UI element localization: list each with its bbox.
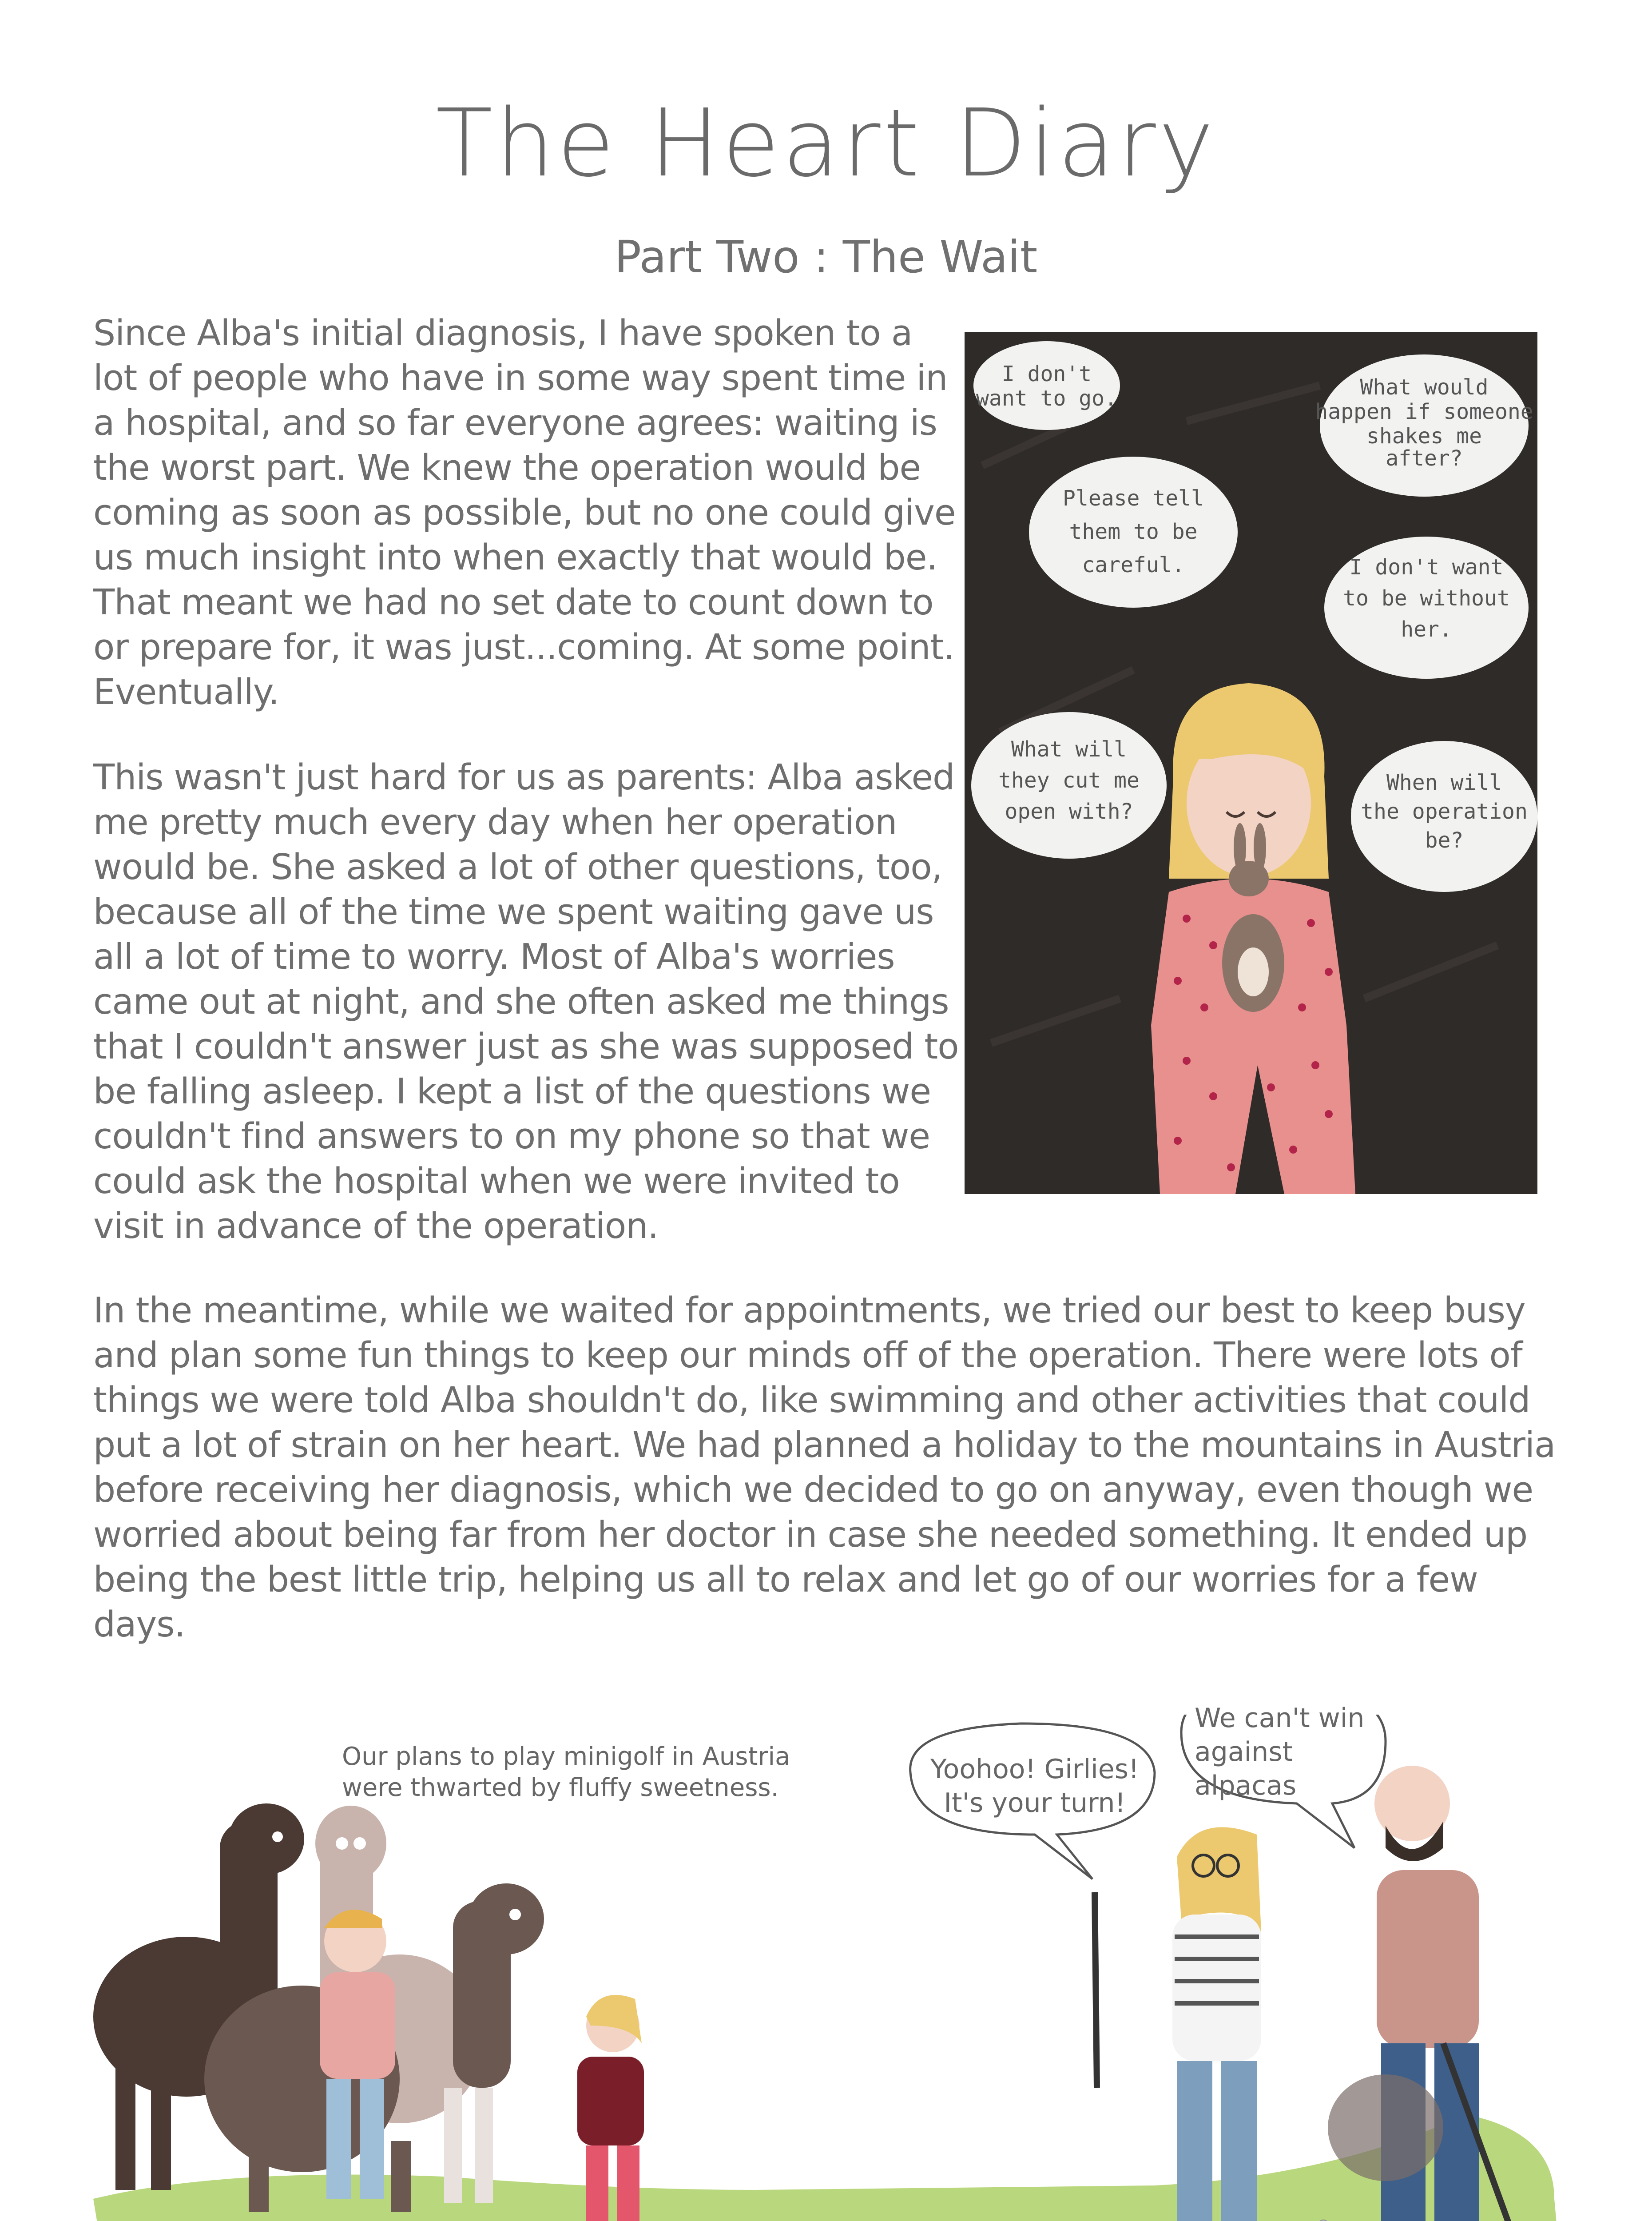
mom-speech-line-2: It's your turn! [944,1787,1126,1819]
worry-bubble-5-line-2: they cut me [998,768,1140,793]
worry-bubble-2-line-2: happen if someone [1315,399,1533,424]
worry-bubble-4 [1324,537,1529,679]
worry-bubble-3-line-1: Please tell [1063,486,1204,511]
night-worries-illustration [965,332,1537,1194]
worry-bubble-3 [1029,457,1238,608]
page-title: The Heart Diary [436,89,1216,198]
dad-speech-line-3: alpacas [1195,1770,1297,1801]
mom-speech-text [924,1752,1146,1820]
worry-bubble-2-line-1: What would [1360,375,1489,400]
illustration-caption [342,1741,830,1803]
worry-bubble-2-line-4: after? [1386,446,1463,471]
caption-line-1: Our plans to play minigolf in Austria [342,1742,790,1771]
worry-bubble-6-line-1: When will [1386,770,1502,795]
worry-bubble-1-line-1: I don't [1001,362,1092,386]
mom [1095,1827,1261,2221]
dad-speech-line-1: We can't win [1195,1703,1365,1734]
worry-bubble-2-line-3: shakes me [1366,424,1482,449]
worry-bubble-1-line-2: want to go. [976,386,1117,411]
paragraph-1: Since Alba's initial diagnosis, I have spoken to a lot of people who have in some way spent time in a hospital, and so far everyone agrees: waiting is the worst part. We knew the operation would be coming as soon as possible, but no one could give us much insight into when exactly that would be. That meant we had no set date to count down to or prepare for, it was just...coming. At some point. Eventually. [93,313,956,712]
mom-speech-line-1: Yoohoo! Girlies! [930,1754,1140,1785]
worry-bubble-6-line-2: the operation [1361,799,1528,824]
caption-line-2: were thwarted by fluffy sweetness. [342,1773,779,1802]
worry-bubble-5-line-1: What will [1011,737,1127,762]
paragraph-3: In the meantime, while we waited for appointments, we tried our best to keep busy and plan some fun things to keep our minds off of the operation. There were lots of things we were told Alba shouldn't do, like swimming and other activities that could put a lot of strain on her heart. We had planned a holiday to the mountains in Austria before receiving her diagnosis, which we decided to go on anyway, even though we worried about being far from her doctor in case she needed something. It ended up being the best little trip, helping us all to relax and let go of our worries for a few days. [93,1290,1556,1645]
worry-bubble-4-line-1: I don't want [1349,555,1504,580]
dad-speech-text [1195,1701,1377,1803]
worry-bubble-5 [971,712,1167,859]
golf-club [1095,1892,1097,2088]
worry-bubble-6-line-3: be? [1425,828,1464,853]
worry-bubble-6 [1351,741,1537,892]
page-subtitle: Part Two : The Wait [614,231,1038,283]
paragraph-2: This wasn't just hard for us as parents: Alba asked me pretty much every day when her operation would be. She asked a lot of other questions, too, because all of the time we spent waiting gave us all a lot of time to worry. Most of Alba's worries came out at night, and she often asked me things that I couldn't answer just as she was supposed to be falling asleep. I kept a list of the questions we couldn't find answers to on my phone so that we could ask the hospital when we were invited to visit in advance of the operation. [93,757,959,1246]
worry-bubble-3-line-3: careful. [1082,553,1185,577]
worry-bubble-1 [973,341,1120,430]
dad-speech-line-2: against [1195,1736,1293,1767]
minigolf-wheel [1328,2074,1443,2181]
worry-bubble-3-line-2: them to be [1069,519,1198,544]
worry-bubble-4-line-3: her. [1401,617,1452,642]
worry-bubble-5-line-3: open with? [1005,799,1133,824]
worry-bubble-4-line-2: to be without [1343,586,1510,611]
